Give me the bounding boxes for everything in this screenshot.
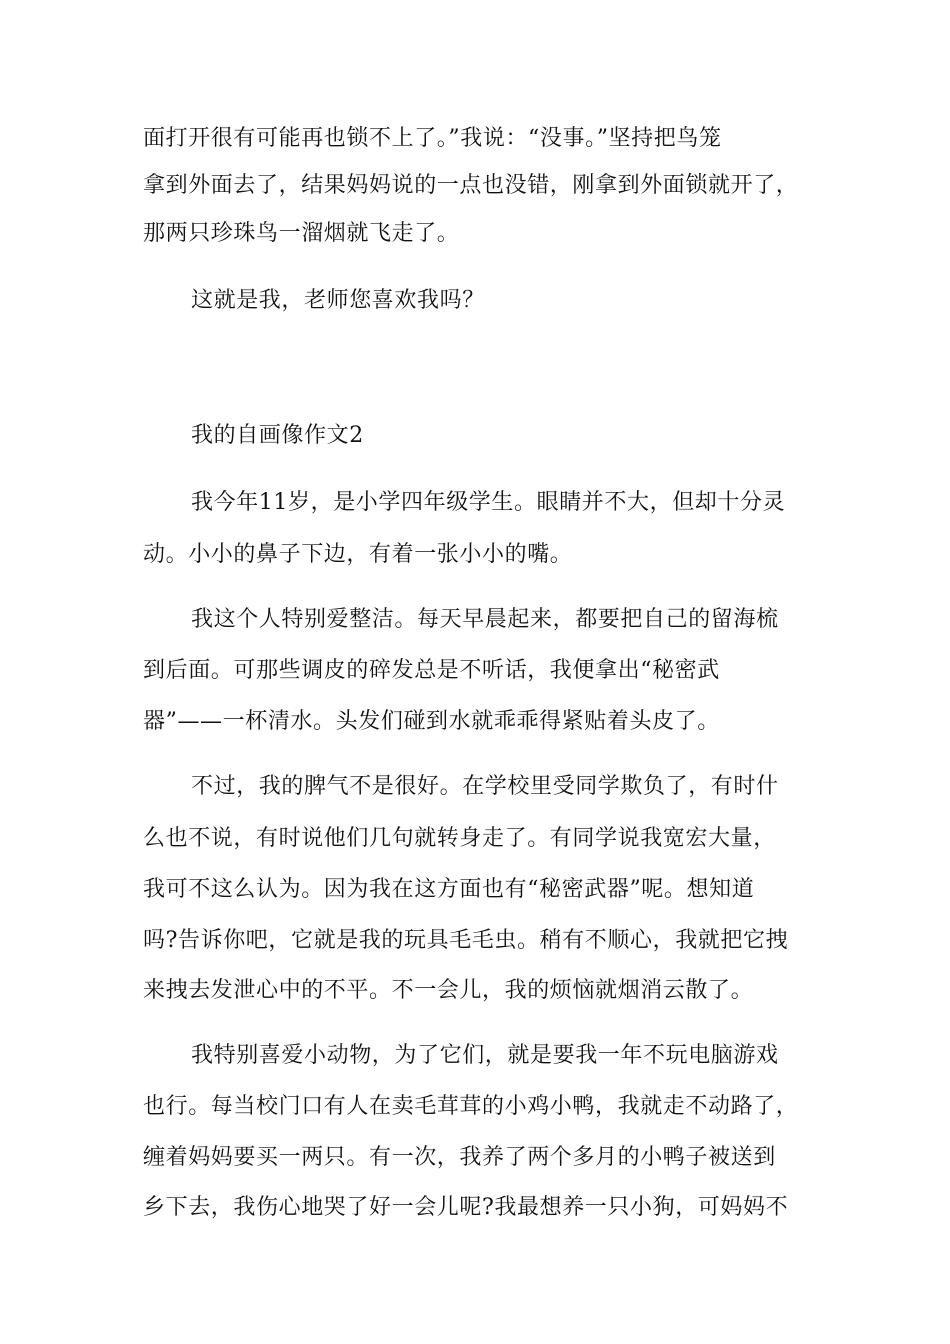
text-line: 也行。每当校门口有人在卖毛茸茸的小鸡小鸭，我就走不动路了， — [143, 1094, 799, 1119]
text-line: 我可不这么认为。因为我在这方面也有“秘密武器”呢。想知道 — [143, 877, 755, 902]
text-line: 缠着妈妈要买一两只。有一次，我养了两个多月的小鸭子被送到 — [143, 1145, 776, 1170]
text-line: 来拽去发泄心中的不平。不一会儿，我的烦恼就烟消云散了。 — [143, 978, 754, 1003]
text-line: 器”——一杯清水。头发们碰到水就乖乖得紧贴着头皮了。 — [143, 709, 720, 734]
text-line: 那两只珍珠鸟一溜烟就飞走了。 — [143, 221, 460, 246]
text-line: 吗?告诉你吧，它就是我的玩具毛毛虫。稍有不顺心，我就把它拽 — [143, 928, 789, 953]
text-line: 这就是我，老师您喜欢我吗？ — [191, 288, 485, 313]
text-line: 动。小小的鼻子下边，有着一张小小的嘴。 — [143, 542, 573, 567]
text-line: 我特别喜爱小动物，为了它们，就是要我一年不玩电脑游戏 — [191, 1043, 779, 1068]
text-line: 面打开很有可能再也锁不上了。”我说：“没事。”坚持把鸟笼 — [143, 126, 722, 151]
text-line: 乡下去，我伤心地哭了好一会儿呢?我最想养一只小狗，可妈妈不 — [143, 1195, 789, 1220]
text-line: 拿到外面去了，结果妈妈说的一点也没错，刚拿到外面锁就开了， — [143, 173, 799, 198]
section-heading: 我的自画像作文2 — [191, 423, 364, 448]
text-line: 我今年11岁，是小学四年级学生。眼睛并不大，但却十分灵 — [191, 490, 786, 515]
text-line: 我这个人特别爱整洁。每天早晨起来，都要把自己的留海梳 — [191, 607, 779, 632]
text-line: 到后面。可那些调皮的碎发总是不听话，我便拿出“秘密武 — [143, 658, 720, 683]
text-line: 么也不说，有时说他们几句就转身走了。有同学说我宽宏大量， — [143, 826, 776, 851]
text-line: 不过，我的脾气不是很好。在学校里受同学欺负了，有时什 — [191, 774, 779, 799]
